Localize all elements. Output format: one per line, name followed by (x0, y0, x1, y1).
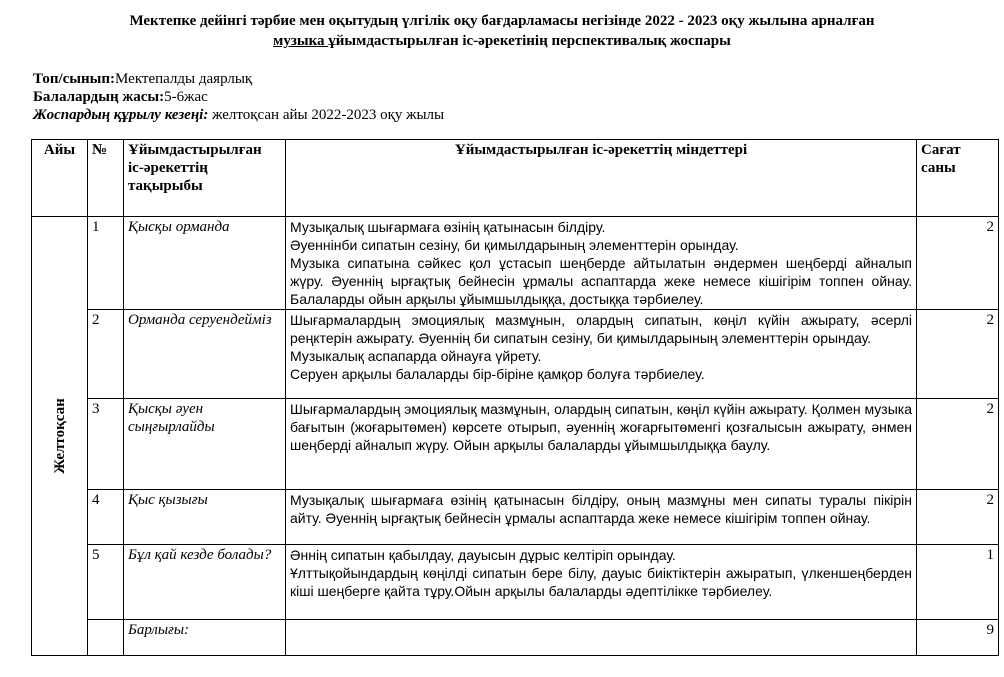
title-rest: ұйымдастырылған іс-әрекетінің перспективалық жоспары (328, 33, 731, 49)
meta-age-label: Балалардың жасы: (33, 89, 165, 105)
meta-group (33, 70, 252, 88)
meta-period (33, 106, 444, 124)
header-topic: Ұйымдастырылған іс-әрекеттің тақырыбы (124, 140, 286, 217)
row-hours: 2 (917, 310, 999, 399)
meta-period-label: Жоспардың құрылу кезеңі: (33, 107, 209, 123)
total-number-empty (88, 620, 124, 656)
table-row (32, 217, 999, 310)
meta-age-value: 5-6жас (164, 89, 208, 105)
header-tasks: Ұйымдастырылған іс-әрекеттің міндеттері (286, 140, 917, 217)
month-cell (32, 217, 88, 656)
row-number: 5 (88, 545, 124, 620)
task-line: Музықалық шығармаға өзінің қатынасын білдіру, оның мазмұны мен сипаты туралы пікірін айту. Әуеннің ырғақтық бейнесін ұрмалы аспаптарда жеке немесе кішігірім топпен ойнау. (290, 492, 912, 526)
meta-group-value: Мектепалды даярлық (115, 71, 253, 87)
row-number: 2 (88, 310, 124, 399)
meta-period-value: желтоқсан айы 2022-2023 оқу жылы (208, 107, 445, 123)
total-label: Барлығы: (124, 620, 286, 656)
table-row (32, 545, 999, 620)
total-tasks-empty (286, 620, 917, 656)
task-line: Ұлттықойындардың көңілді сипатын бере білу, дауыс биіктіктерін ажыратып, үлкеншеңберден кіші шеңберге қайта тұру.Ойын арқылы балаларды әдептілікке тәрбиелеу. (290, 565, 912, 599)
row-number: 3 (88, 399, 124, 490)
total-hours: 9 (917, 620, 999, 656)
row-tasks (286, 490, 917, 545)
title-underlined-subject: музыка (273, 33, 329, 49)
document-title-line-1: Мектепке дейінгі тәрбие мен оқытудың үлгілік оқу бағдарламасы негізінде 2022 - 2023 оқу жылына арналған (129, 13, 875, 29)
row-tasks (286, 545, 917, 620)
row-hours: 2 (917, 399, 999, 490)
row-topic: Қыс қызығы (124, 490, 286, 545)
task-line: Шығармалардың эмоциялық мазмұнын, олардың сипатын, көңіл күйін ажырату. Қолмен музыка бағытын (жоғарытөмен) көрсете отырып, әуеннің жоғарғытөменгі қозғалысын ажырату, әнмен шеңберді айналып жүру. Ойын арқылы балаларды ұйымшылдыққа баулу. (290, 401, 912, 453)
table-header-row (32, 140, 999, 217)
row-number: 4 (88, 490, 124, 545)
row-hours: 2 (917, 217, 999, 310)
task-line: Музыкалық аспапарда ойнауға үйрету. (290, 348, 542, 364)
task-line: Музыка сипатына сәйкес қол ұстасып шеңберде айтылатын әндермен шеңберді айналып жүру. Әуеннің ырғақтық бейнесін ұрмалы аспаптарда жеке немесе кішігірім топпен ойнау. Балаларды ойын арқылы ұйымшылдыққа, достыққа тәрбиелеу. (290, 255, 912, 307)
row-tasks (286, 310, 917, 399)
row-tasks (286, 399, 917, 490)
table-row (32, 310, 999, 399)
row-topic: Қысқы орманда (124, 217, 286, 310)
row-hours: 2 (917, 490, 999, 545)
month-label: Желтоқсан (51, 398, 68, 474)
header-hours: Сағат саны (917, 140, 999, 217)
task-line: Шығармалардың эмоциялық мазмұнын, олардың сипатын, көңіл күйін ажырату, әсерлі реңктерін ажырату. Әуеннің би сипатын сезіну, би қимылдарының элементтерін орындау. (290, 312, 912, 346)
row-hours: 1 (917, 545, 999, 620)
document-title-line-2 (0, 32, 1004, 51)
plan-table (31, 139, 999, 656)
row-number: 1 (88, 217, 124, 310)
meta-group-label: Топ/сынып: (33, 71, 116, 87)
table-row (32, 490, 999, 545)
row-topic: Орманда серуендейміз (124, 310, 286, 399)
row-topic: Бұл қай кезде болады? (124, 545, 286, 620)
task-line: Әуеннінби сипатын сезіну, би қимылдарының элементтерін орындау. (290, 237, 739, 253)
task-line: Әннің сипатын қабылдау, дауысын дұрыс келтіріп орындау. (290, 547, 676, 563)
header-month: Айы (32, 140, 88, 217)
row-topic: Қысқы әуен сыңғырлайды (124, 399, 286, 490)
total-row (32, 620, 999, 656)
table-row (32, 399, 999, 490)
task-line: Музықалық шығармаға өзінің қатынасын білдіру. (290, 219, 606, 235)
header-number: № (88, 140, 124, 217)
task-line: Серуен арқылы балаларды бір-біріне қамқор болуға тәрбиелеу. (290, 366, 705, 382)
row-tasks (286, 217, 917, 310)
meta-age (33, 88, 208, 106)
